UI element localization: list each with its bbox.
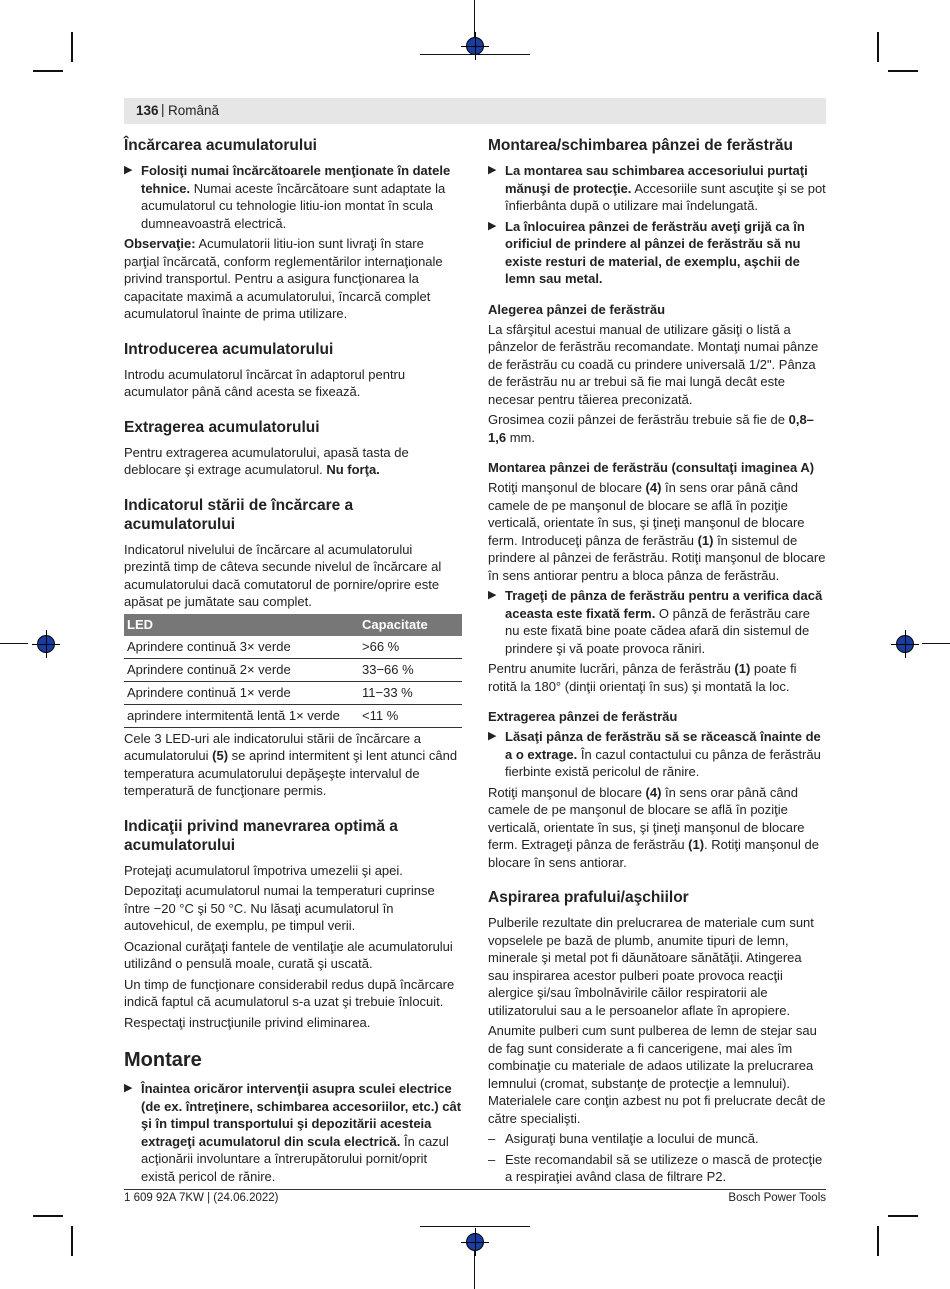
crop-mark xyxy=(888,70,918,72)
registration-mark-icon xyxy=(896,635,914,653)
dash-icon: – xyxy=(488,1151,496,1167)
paragraph: Ocazional curăţaţi fantele de ventilaţie ale acumulatorului utilizând o pensulă moale, curată şi uscată. xyxy=(124,938,453,971)
crop-mark xyxy=(877,1226,879,1256)
crop-mark xyxy=(0,643,28,644)
table-cell: Aprindere continuă 1× verde xyxy=(124,681,359,704)
section-title: Extragerea acumulatorului xyxy=(124,418,320,436)
page-number: 136 xyxy=(136,103,159,118)
table-row xyxy=(124,704,462,727)
table-header-row xyxy=(124,614,462,636)
section-title: Montarea/schimbarea pânzei de ferăstrău xyxy=(488,137,793,154)
table-cell: <11 % xyxy=(359,704,462,727)
table-row xyxy=(124,681,462,704)
crop-mark xyxy=(420,1226,530,1227)
list-item: – Este recomandabil să se utilizeze o mască de protecţie a respiraţiei având clasa de filtrare P2. xyxy=(488,1151,823,1184)
table-cell: Aprindere continuă 3× verde xyxy=(124,636,359,659)
registration-mark-icon xyxy=(466,1233,484,1251)
section-title: Indicaţii privind manevrarea optimă a acumulatorului xyxy=(124,817,398,854)
warning-bullet: ▶ Înaintea oricăror intervenţii asupra sculei electrice (de ex. întreţinere, schimbarea accesoriilor, etc.) cât şi în timpul transportului şi depozitării acesteia extrageţi acumulatorul din scula electrică. În cazul acţionării involuntare a întrerupătorului pornit/oprit există pericol de rănire. xyxy=(124,1081,462,1184)
crop-mark xyxy=(33,70,63,72)
subsection-title: Alegerea pânzei de ferăstrău xyxy=(488,301,666,317)
table-cell: 33−66 % xyxy=(359,658,462,681)
registration-mark-icon xyxy=(466,37,484,55)
warning-bullet: ▶ Folosiţi numai încărcătoarele menţionate în datele tehnice. Numai aceste încărcătoare sunt adaptate la acumulatorul cu tehnologie litiu-ion montat în scula dumneavoastră electrică. xyxy=(124,163,451,231)
note-paragraph: Observaţie: Acumulatorii litiu-ion sunt livraţi în stare parţial încărcată, conform reglementărilor internaţionale privind transportul. Pentru a asigura funcţionarea la capacitate maximă a acumulatorului, încarcă complet acumulatorul înainte de prima utilizare. xyxy=(124,236,443,321)
table-row xyxy=(124,636,462,659)
right-column xyxy=(488,136,826,1189)
header-separator: | xyxy=(161,102,165,117)
battery-status-table xyxy=(124,614,462,728)
section-title: Indicatorul stării de încărcare a acumulatorului xyxy=(124,496,354,533)
crop-mark xyxy=(888,1215,918,1217)
paragraph: Pentru extragerea acumulatorului, apasă tasta de deblocare şi extrage acumulatorul. Nu forţa. xyxy=(124,444,409,477)
registration-mark-icon xyxy=(37,635,55,653)
page-header xyxy=(124,98,826,124)
section-title: Încărcarea acumulatorului xyxy=(124,137,317,154)
table-header: LED xyxy=(124,614,359,636)
table-cell: Aprindere continuă 2× verde xyxy=(124,658,359,681)
crop-mark xyxy=(922,643,950,644)
warning-bullet: ▶ La înlocuirea pânzei de ferăstrău aveţi grijă ca în orificiul de prindere al pânzei de ferăstrău să nu existe resturi de material, de exemplu, aşchii de lemn sau metal. xyxy=(488,218,805,286)
paragraph: La sfârşitul acestui manual de utilizare găsiţi o listă a pânzelor de ferăstrău recomandate. Montaţi numai pânze de ferăstrău cu coadă cu prindere universală 1/2". Pânza de ferăstrău nu ar trebui să fie mai lungă decât este necesar pentru tăierea preconizată. xyxy=(488,321,819,407)
paragraph: Rotiţi manşonul de blocare (4) în sens orar până când camele de pe manşonul de blocare se află în poziţie verticală, orientate în sus, şi ţineţi manşonul de blocare ferm. Extrageţi pânza de ferăstrău (1). Rotiţi manşonul de blocare în sens antiorar. xyxy=(488,784,819,870)
arrow-icon: ▶ xyxy=(488,164,497,176)
table-header: Capacitate xyxy=(359,614,462,636)
subsection-title: Extragerea pânzei de ferăstrău xyxy=(488,709,678,724)
page-footer xyxy=(124,1189,826,1204)
paragraph: Pentru anumite lucrări, pânza de ferăstrău (1) poate fi rotită la 180° (dinţii orientaţi în sus) şi montată la loc. xyxy=(488,661,797,694)
table-cell: >66 % xyxy=(359,636,462,659)
paragraph: Depozitaţi acumulatorul numai la temperaturi cuprinse între −20 °C şi 50 °C. Nu lăsaţi acumulatorul în autovehicul, de exemplu, pe timpul verii. xyxy=(124,883,435,933)
subsection-title: Montarea pânzei de ferăstrău (consultaţi imaginea A) xyxy=(488,460,815,475)
paragraph: Pulberile rezultate din prelucrarea de materiale cum sunt vopselele pe bază de plumb, anumite tipuri de lemn, minerale şi metal pot fi dăunătoare sănătăţii. Atingerea sau inspirarea acestor pulberi poate provoca reacţii alergice şi/sau îmbolnăvirile căilor respiratorii ale utilizatorului sau a le persoanelor aflate în apropiere. xyxy=(488,915,814,1018)
warning-bullet: ▶ La montarea sau schimbarea accesoriului purtaţi mănuşi de protecţie. Accesoriile sunt ascuţite şi se pot înfierbânta după o utilizare mai îndelungată. xyxy=(488,163,826,213)
crop-mark xyxy=(71,1226,73,1256)
list-item: – Asiguraţi buna ventilaţie a locului de muncă. xyxy=(488,1131,759,1146)
section-title: Introducerea acumulatorului xyxy=(124,340,334,358)
warning-bullet: ▶ Lăsaţi pânza de ferăstrău să se răcească înainte de a o extrage. În cazul contactului cu pânza de ferăstrău fierbinte există pericolul de rănire. xyxy=(488,729,821,779)
table-cell: 11−33 % xyxy=(359,681,462,704)
paragraph: Un timp de funcţionare considerabil redus după încărcare indică faptul că acumulatorul s-a uzat şi trebuie înlocuit. xyxy=(124,976,455,1009)
paragraph: Anumite pulberi cum sunt pulberea de lemn de stejar sau de fag sunt considerate a fi cancerigene, mai ales îm combinaţie cu materiale de adaos utilizate la prelucrarea lemnului (cromat, substanţe de protecţie a lemnului). Materialele care conţin azbest nu pot fi prelucrate decât de către specialişti. xyxy=(488,1023,826,1126)
paragraph: Respectaţi instrucţiunile privind eliminarea. xyxy=(124,1014,371,1030)
arrow-icon: ▶ xyxy=(124,1082,133,1094)
arrow-icon: ▶ xyxy=(488,589,497,601)
paragraph: Indicatorul nivelului de încărcare al acumulatorului prezintă timp de câteva secunde nivelul de încărcare al acumulatorului dacă comutatorul de pornire/oprire este apăsat pe jumătate sau complet. xyxy=(124,541,442,609)
arrow-icon: ▶ xyxy=(124,164,133,176)
paragraph: Grosimea cozii pânzei de ferăstrău trebuie să fie de 0,8–1,6 mm. xyxy=(488,412,814,445)
left-column xyxy=(124,136,462,1188)
table-cell: aprindere intermitentă lentă 1× verde xyxy=(124,704,359,727)
paragraph: Introdu acumulatorul încărcat în adaptorul pentru acumulator până când acesta se fixează. xyxy=(124,366,406,399)
chapter-title: Montare xyxy=(124,1049,202,1071)
paragraph: Cele 3 LED-uri ale indicatorului stării de încărcare a acumulatorului (5) se aprind intermitent şi lent atunci când temperatura acumulatorului depăşeşte intervalul de temperatură de funcţionare permis. xyxy=(124,730,458,798)
arrow-icon: ▶ xyxy=(488,730,497,742)
header-language: Română xyxy=(168,103,220,118)
paragraph: Rotiţi manşonul de blocare (4) în sens orar până când camele de pe manşonul de blocare se află în poziţie verticală, orientate în sus, şi ţineţi manşonul de blocare ferm. Introduceţi pânza de ferăstrău (1) în sistemul de prindere al pânzei de ferăstrău. Rotiţi manşonul de blocare în sens antiorar pentru a bloca pânza de ferăstrău. xyxy=(488,480,826,583)
brand-name: Bosch Power Tools xyxy=(728,1192,826,1204)
arrow-icon: ▶ xyxy=(488,219,497,232)
dash-icon: – xyxy=(488,1131,496,1146)
section-title: Aspirarea prafului/aşchiilor xyxy=(488,889,689,906)
crop-mark xyxy=(33,1215,63,1217)
warning-bullet: ▶ Trageţi de pânza de ferăstrău pentru a verifica dacă aceasta este fixată ferm. O pânză de ferăstrău care nu este fixată bine poate cădea afară din sistemul de prindere şi vă poate provoca răniri. xyxy=(488,588,823,656)
crop-mark xyxy=(877,32,879,62)
table-row xyxy=(124,658,462,681)
document-code: 1 609 92A 7KW | (24.06.2022) xyxy=(124,1192,279,1204)
crop-mark xyxy=(71,32,73,62)
paragraph: Protejaţi acumulatorul împotriva umezelii şi apei. xyxy=(124,862,403,878)
